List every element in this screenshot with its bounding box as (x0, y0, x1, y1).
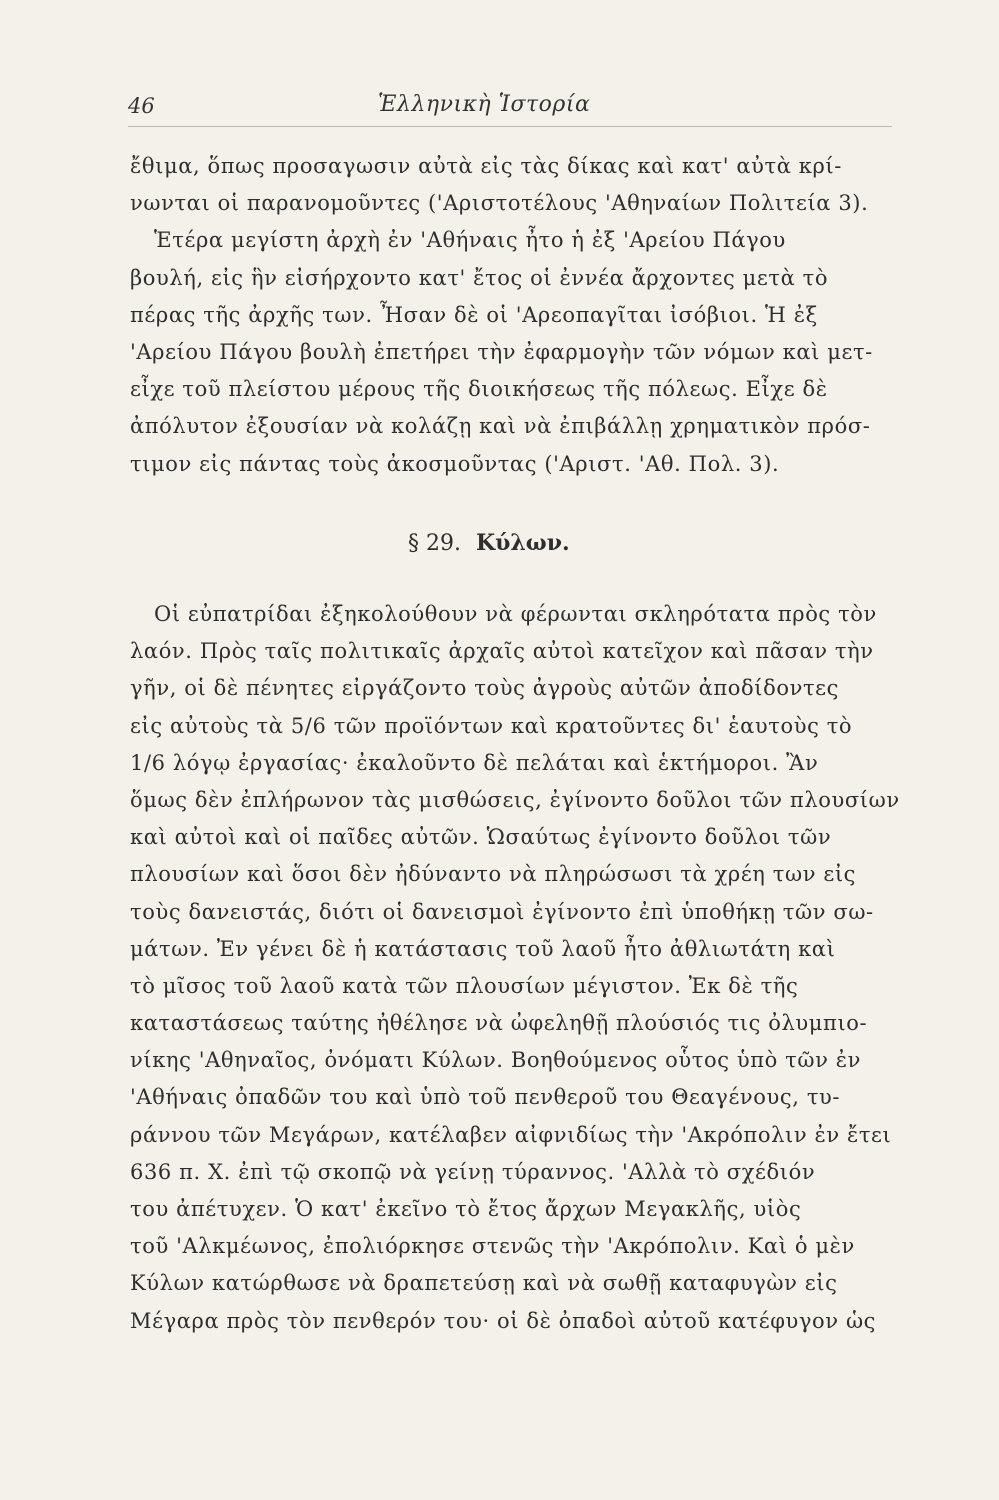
text-line: πέρας τῆς ἀρχῆς των. Ἦσαν δὲ οἱ 'Αρεοπαγῖται ἰσόβιοι. Ἡ ἐξ (130, 302, 818, 327)
text-line: μάτων. Ἐν γένει δὲ ἡ κατάστασις τοῦ λαοῦ ἦτο ἀθλιωτάτη καὶ (130, 936, 836, 961)
text-line: νίκης 'Αθηναῖος, ὀνόματι Κύλων. Βοηθούμενος οὗτος ὑπὸ τῶν ἐν (130, 1048, 861, 1073)
text-line: του ἀπέτυχεν. Ὁ κατ' ἐκεῖνο τὸ ἔτος ἄρχων Μεγακλῆς, υἱὸς (130, 1197, 802, 1221)
text-line: ράννου τῶν Μεγάρων, κατέλαβεν αἰφνιδίως τὴν 'Ακρόπολιν ἐν ἔτει (130, 1122, 892, 1147)
text-line: Ἑτέρα μεγίστη ἀρχὴ ἐν 'Αθήναις ἦτο ἡ ἐξ 'Αρείου Πάγου (154, 228, 786, 253)
text-line: νωνται οἱ παρανομοῦντες ('Αριστοτέλους 'Αθηναίων Πολιτεία 3). (130, 191, 869, 216)
text-line: 636 π. Χ. ἐπὶ τῷ σκοπῷ νὰ γείνῃ τύραννος. 'Αλλὰ τὸ σχέδιόν (130, 1159, 816, 1184)
section-number: § 29. (408, 531, 461, 556)
header-rule (128, 126, 892, 127)
text-line: τιμον εἰς πάντας τοὺς ἀκοσμοῦντας ('Αριστ. 'Αθ. Πολ. 3). (130, 451, 780, 476)
text-line: καὶ αὐτοὶ καὶ οἱ παῖδες αὐτῶν. Ὡσαύτως ἐγίνοντο δοῦλοι τῶν (130, 825, 832, 850)
text-line: ἀπόλυτον ἐξουσίαν νὰ κολάζῃ καὶ νὰ ἐπιβάλλῃ χρηματικὸν πρόσ- (130, 414, 871, 439)
text-line: τοῦ 'Αλκμέωνος, ἐπολιόρκησε στενῶς τὴν 'Ακρόπολιν. Καὶ ὁ μὲν (130, 1234, 855, 1259)
text-line: 'Αρείου Πάγου βουλὴ ἐπετήρει τὴν ἐφαρμογὴν τῶν νόμων καὶ μετ- (130, 339, 873, 364)
text-line: βουλή, εἰς ἣν εἰσήρχοντο κατ' ἔτος οἱ ἐννέα ἄρχοντες μετὰ τὸ (130, 265, 829, 290)
text-line: εἰς αὐτοὺς τὰ 5/6 τῶν προϊόντων καὶ κρατοῦντες δι' ἑαυτοὺς τὸ (130, 713, 853, 738)
paragraph-block-1 (130, 148, 910, 483)
text-line: ἔθιμα, ὅπως προσαγωσιν αὐτὰ εἰς τὰς δίκας καὶ κατ' αὐτὰ κρί- (130, 154, 842, 178)
text-line: τοὺς δανειστάς, διότι οἱ δανεισμοὶ ἐγίνοντο ἐπὶ ὑποθήκῃ τῶν σω- (130, 899, 874, 924)
text-line: Οἱ εὐπατρίδαι ἐξηκολούθουν νὰ φέρωνται σκληρότατα πρὸς τὸν (154, 602, 877, 626)
text-line: λαόν. Πρὸς ταῖς πολιτικαῖς ἀρχαῖς αὐτοὶ κατεῖχον καὶ πᾶσαν τὴν (130, 639, 874, 664)
text-line: γῆν, οἱ δὲ πένητες εἰργάζοντο τοὺς ἀγροὺς αὐτῶν ἀποδίδοντες (130, 676, 839, 701)
text-line: καταστάσεως ταύτης ἠθέλησε νὰ ὠφεληθῇ πλούσιός τις ὀλυμπιο- (130, 1011, 868, 1036)
section-heading (408, 530, 570, 556)
page-number: 46 (128, 94, 155, 118)
text-line: Κύλων κατώρθωσε νὰ δραπετεύσῃ καὶ νὰ σωθῇ καταφυγὼν εἰς (130, 1271, 838, 1296)
text-line: εἶχε τοῦ πλείστου μέρους τῆς διοικήσεως τῆς πόλεως. Εἶχε δὲ (130, 377, 828, 402)
text-line: 1/6 λόγῳ ἐργασίας· ἐκαλοῦντο δὲ πελάται καὶ ἑκτήμοροι. Ἂν (130, 750, 819, 775)
section-title: Κύλων. (475, 530, 570, 556)
text-line: τὸ μῖσος τοῦ λαοῦ κατὰ τῶν πλουσίων μέγιστον. Ἐκ δὲ τῆς (130, 973, 799, 998)
text-line: Μέγαρα πρὸς τὸν πενθερόν του· οἱ δὲ ὀπαδοὶ αὐτοῦ κατέφυγον ὡς (130, 1308, 877, 1333)
page-header (128, 92, 890, 126)
paragraph-block-2 (130, 596, 910, 1340)
text-line: ὅμως δὲν ἐπλήρωνον τὰς μισθώσεις, ἐγίνοντο δοῦλοι τῶν πλουσίων (130, 787, 900, 812)
text-line: πλουσίων καὶ ὅσοι δὲν ἠδύναντο νὰ πληρώσωσι τὰ χρέη των εἰς (130, 862, 857, 887)
text-line: 'Αθήναις ὀπαδῶν του καὶ ὑπὸ τοῦ πενθεροῦ του Θεαγένους, τυ- (130, 1085, 841, 1110)
running-title: Ἑλληνικὴ Ἱστορία (378, 92, 591, 117)
